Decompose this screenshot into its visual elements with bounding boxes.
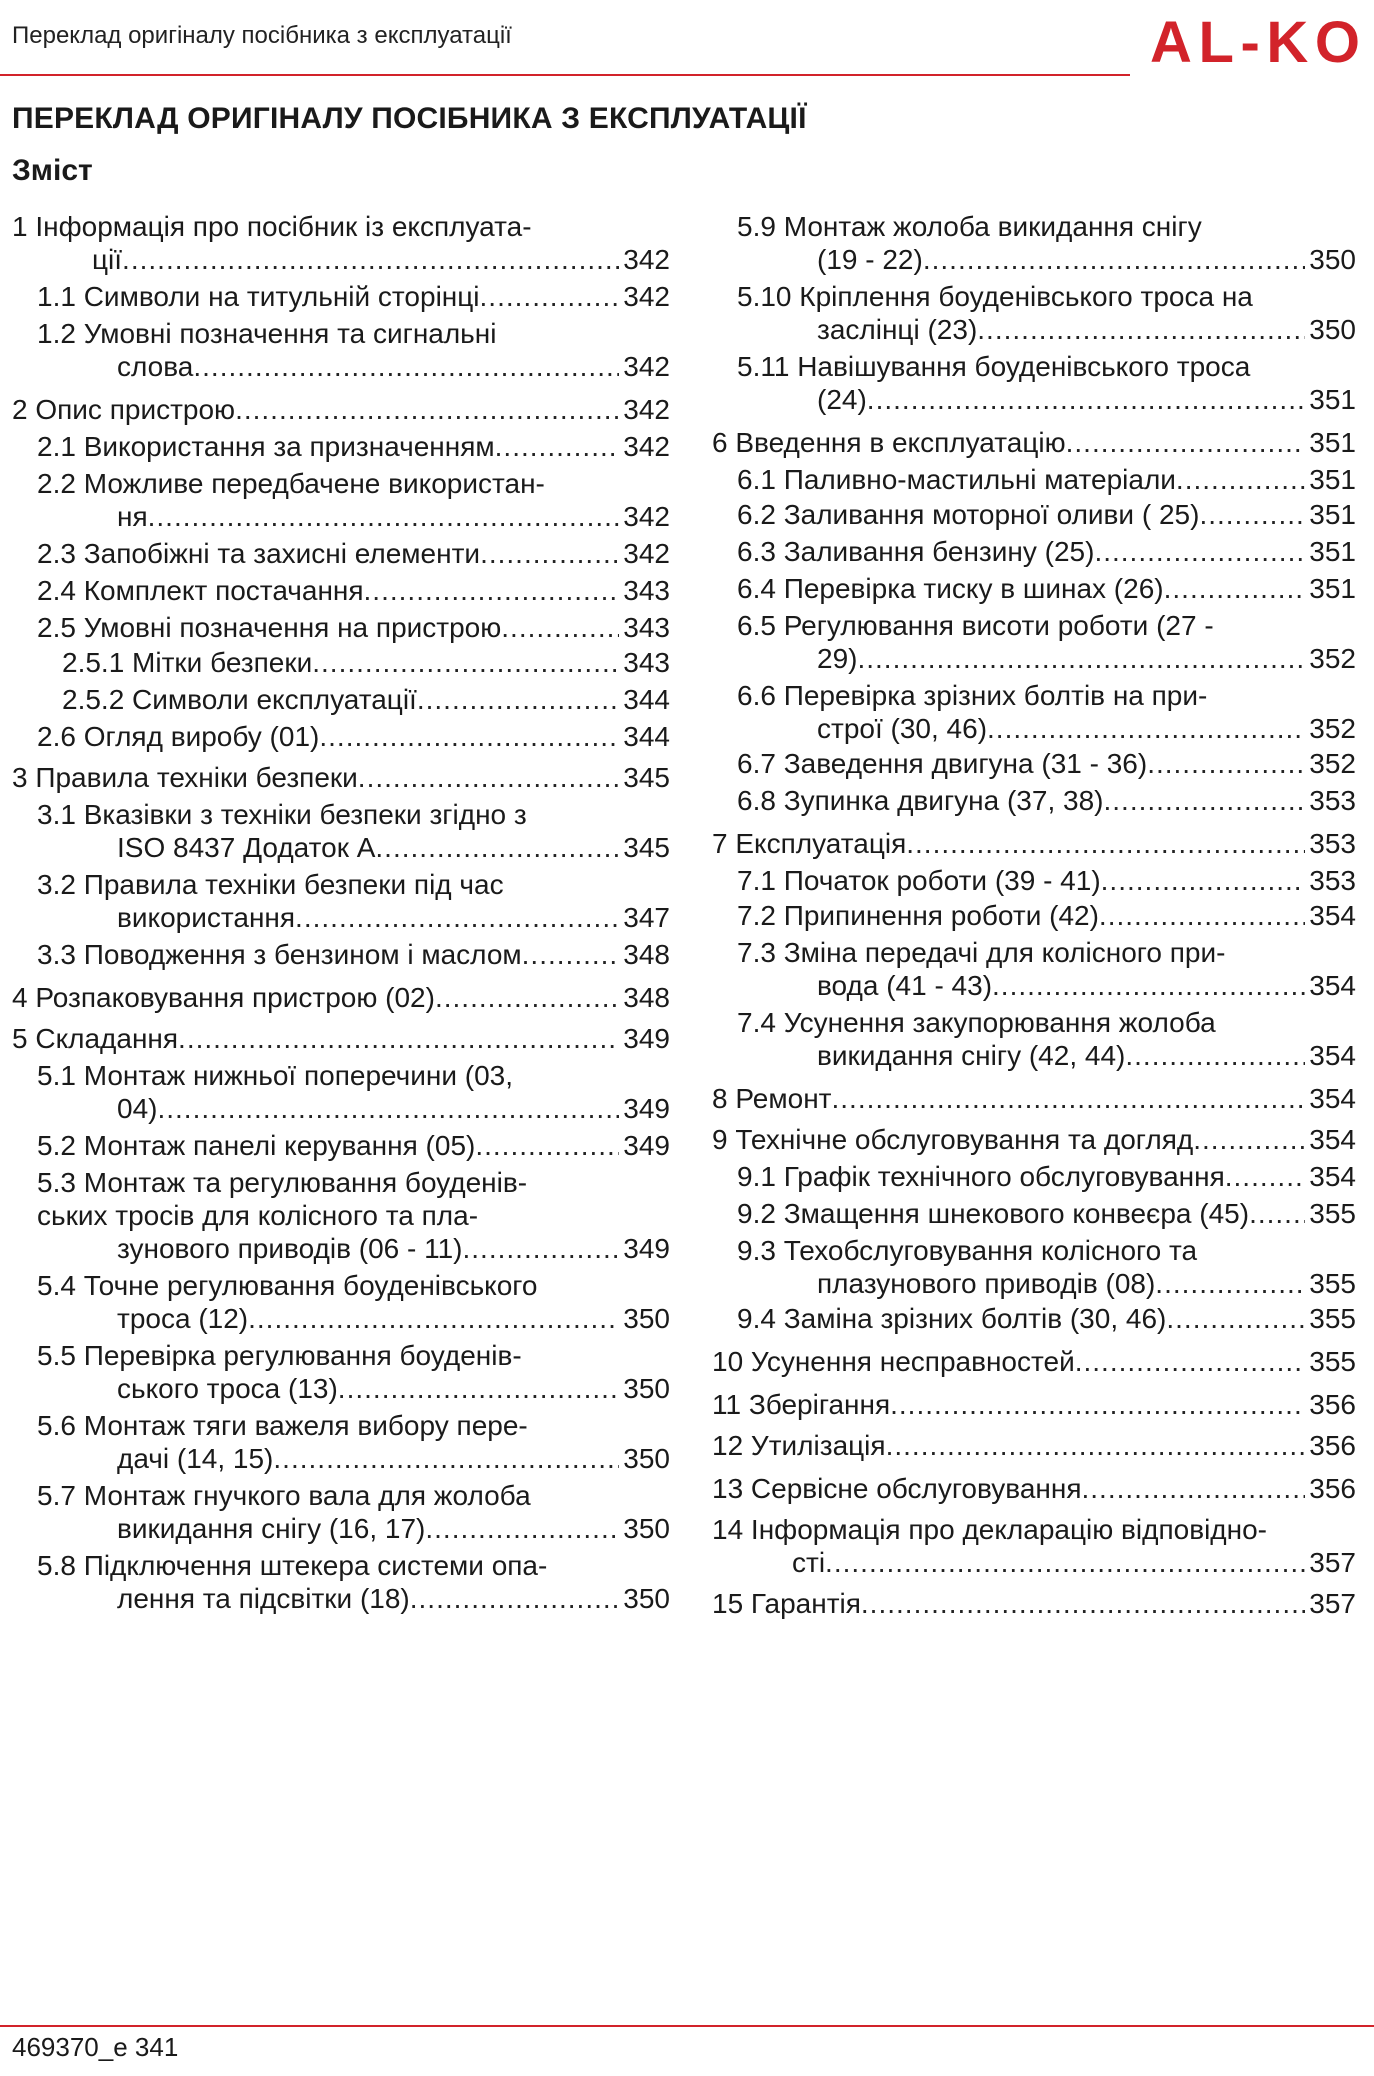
toc-entry[interactable] (12, 1059, 670, 1125)
dot-leader (417, 683, 619, 716)
dot-leader (831, 1082, 1305, 1115)
dot-leader (1101, 864, 1306, 897)
dot-leader (857, 642, 1305, 675)
toc-page-number: 348 (623, 982, 670, 1013)
toc-page-number: 352 (1309, 643, 1356, 674)
toc-entry-title: плазунового приводів (08) (817, 1268, 1156, 1299)
dot-leader (1081, 1472, 1305, 1505)
toc-page-number: 354 (1309, 1161, 1356, 1192)
toc-entry-title: ції (92, 244, 123, 275)
toc-page-number: 351 (1309, 573, 1356, 604)
toc-entry-title-line: 1.2 Умовні позначення та сигнальні (37, 318, 497, 349)
toc-entry-title: 6.2 Заливання моторної оливи ( 25) (737, 499, 1200, 530)
toc-page-number: 355 (1309, 1198, 1356, 1229)
dot-leader (364, 574, 620, 607)
dot-leader (495, 430, 620, 463)
dot-leader (1249, 1197, 1305, 1230)
toc-entry[interactable] (712, 535, 1356, 568)
toc-entry-title-line: ських тросів для колісного та пла- (37, 1200, 479, 1231)
toc-entry-title-line: 5.10 Кріплення боуденівського троса на (737, 281, 1253, 312)
dot-leader (178, 1022, 619, 1055)
toc-entry-title: 7 Експлуатація (712, 828, 907, 859)
toc-page-number: 354 (1309, 1124, 1356, 1155)
toc-entry[interactable] (712, 864, 1356, 897)
toc-entry[interactable] (712, 350, 1356, 416)
toc-entry-title: 5.2 Монтаж панелі керування (05) (37, 1130, 476, 1161)
toc-page-number: 349 (623, 1093, 670, 1124)
dot-leader (987, 712, 1305, 745)
dot-leader (1066, 426, 1306, 459)
toc-page-number: 351 (1309, 536, 1356, 567)
toc-entry-title: 6 Введення в експлуатацію (712, 427, 1066, 458)
toc-page-number: 342 (623, 244, 670, 275)
toc-entry-title: 15 Гарантія (712, 1588, 861, 1619)
toc-entry-title-line: 5.4 Точне регулювання боуденівського (37, 1270, 538, 1301)
dot-leader (1099, 899, 1305, 932)
dot-leader (157, 1092, 619, 1125)
toc-page-number: 351 (1309, 384, 1356, 415)
dot-leader (358, 761, 619, 794)
toc-entry-title: 1.1 Символи на титульній сторінці (37, 281, 480, 312)
toc-entry-title: лення та підсвітки (18) (117, 1583, 410, 1614)
toc-page-number: 344 (623, 684, 670, 715)
dot-leader (1155, 1267, 1305, 1300)
toc-entry[interactable] (712, 1234, 1356, 1300)
toc-page-number: 350 (1309, 314, 1356, 345)
toc-page-number: 354 (1309, 970, 1356, 1001)
toc-page-number: 342 (623, 394, 670, 425)
toc-entry-title: 9.2 Змащення шнекового конвеєра (45) (737, 1198, 1250, 1229)
toc-entry-title: дачі (14, 15) (117, 1443, 274, 1474)
toc-entry[interactable] (12, 1166, 670, 1265)
toc-page-number: 350 (623, 1373, 670, 1404)
toc-entry[interactable] (12, 467, 670, 533)
toc-entry-title: слова (117, 351, 194, 382)
toc-entry-title-line: 5.9 Монтаж жолоба викидання снігу (737, 211, 1202, 242)
dot-leader (1125, 1039, 1305, 1072)
toc-entry[interactable] (12, 574, 670, 607)
toc-page-number: 344 (623, 721, 670, 752)
toc-page-number: 345 (623, 762, 670, 793)
toc-entry-title-line: 7.4 Усунення закупорювання жолоба (737, 1007, 1216, 1038)
toc-entry-title: 2.5 Умовні позначення на пристрою (37, 612, 502, 643)
toc-entry[interactable] (12, 317, 670, 383)
dot-leader (475, 1129, 619, 1162)
toc-entry[interactable] (712, 899, 1356, 932)
toc-entry[interactable] (12, 981, 670, 1014)
toc-entry[interactable] (712, 572, 1356, 605)
toc-entry-title-line: 1 Інформація про посібник із експлуата- (12, 211, 532, 242)
dot-leader (295, 901, 619, 934)
toc-entry-title-line: 5.11 Навішування боуденівського троса (737, 351, 1251, 382)
toc-page-number: 342 (623, 281, 670, 312)
dot-leader (825, 1546, 1305, 1579)
dot-leader (1199, 498, 1305, 531)
dot-leader (480, 280, 620, 313)
toc-page-number: 350 (1309, 244, 1356, 275)
toc-entry-title-line: 5.7 Монтаж гнучкого вала для жолоба (37, 1480, 531, 1511)
toc-entry-title-line: 5.6 Монтаж тяги важеля вибору пере- (37, 1410, 528, 1441)
toc-page-number: 354 (1309, 900, 1356, 931)
toc-entry-title: викидання снігу (16, 17) (117, 1513, 426, 1544)
toc-page-number: 349 (623, 1023, 670, 1054)
dot-leader (1094, 535, 1305, 568)
toc-entry[interactable] (12, 280, 670, 313)
dot-leader (480, 537, 619, 570)
toc-entry-title: 9.1 Графік технічного обслуговування (737, 1161, 1225, 1192)
brand-logo (1148, 12, 1362, 72)
dot-leader (312, 646, 619, 679)
toc-entry[interactable] (712, 1302, 1356, 1335)
toc-page-number: 342 (623, 538, 670, 569)
toc-entry-title: 5 Складання (12, 1023, 179, 1054)
toc-page-number: 342 (623, 431, 670, 462)
toc-entry[interactable] (12, 798, 670, 864)
toc-entry[interactable] (12, 611, 670, 644)
toc-entry-title: 6.4 Перевірка тиску в шинах (26) (737, 573, 1164, 604)
footer-page-ref: 469370_e 341 (12, 2032, 179, 2062)
toc-page-number: 355 (1309, 1346, 1356, 1377)
toc-page-number: 342 (623, 351, 670, 382)
document-title: ПЕРЕКЛАД ОРИГІНАЛУ ПОСІБНИКА З ЕКСПЛУАТАЦІЇ (12, 102, 807, 135)
dot-leader (1147, 747, 1305, 780)
dot-leader (122, 243, 619, 276)
toc-entry-title: (24) (817, 384, 867, 415)
dot-leader (425, 1512, 619, 1545)
toc-page-number: 357 (1309, 1547, 1356, 1578)
toc-page-number: 343 (623, 612, 670, 643)
toc-page-number: 345 (623, 832, 670, 863)
toc-entry-title: 8 Ремонт (712, 1083, 832, 1114)
toc-page-number: 350 (623, 1583, 670, 1614)
toc-column-left (12, 210, 670, 1615)
dot-leader (410, 1582, 620, 1615)
dot-leader (1225, 1160, 1306, 1193)
toc-page-number: 352 (1309, 748, 1356, 779)
dot-leader (375, 831, 619, 864)
toc-entry-title: вода (41 - 43) (817, 970, 993, 1001)
toc-entry-title-line: 2.2 Можливе передбачене використан- (37, 468, 545, 499)
header-rule (0, 74, 1130, 76)
toc-entry-title: 2.1 Використання за призначенням (37, 431, 495, 462)
toc-page-number: 351 (1309, 427, 1356, 458)
toc-page-number: 357 (1309, 1588, 1356, 1619)
toc-entry-title: 2.5.2 Символи експлуатації (62, 684, 417, 715)
toc-entry-title: 9.4 Заміна зрізних болтів (30, 46) (737, 1303, 1167, 1334)
toc-entry-title: ського троса (13) (117, 1373, 338, 1404)
toc-entry-title-line: 5.8 Підключення штекера системи опа- (37, 1550, 548, 1581)
toc-entry-title-line: 3.1 Вказівки з техніки безпеки згідно з (37, 799, 527, 830)
toc-entry[interactable] (712, 1388, 1356, 1421)
toc-entry-title: 12 Утилізація (712, 1430, 886, 1461)
toc-column-right (712, 210, 1356, 1620)
toc-entry-title: 6.7 Заведення двигуна (31 - 36) (737, 748, 1148, 779)
toc-entry-title: 29) (817, 643, 858, 674)
toc-entry[interactable] (712, 747, 1356, 780)
dot-leader (923, 243, 1305, 276)
toc-entry[interactable] (12, 537, 670, 570)
toc-page-number: 349 (623, 1233, 670, 1264)
dot-leader (977, 313, 1305, 346)
toc-entry[interactable] (712, 498, 1356, 531)
toc-page-number: 354 (1309, 1040, 1356, 1071)
dot-leader (235, 393, 619, 426)
toc-entry[interactable] (712, 936, 1356, 1002)
toc-entry[interactable] (12, 761, 670, 794)
toc-entry[interactable] (712, 609, 1356, 675)
toc-page-number: 348 (623, 939, 670, 970)
dot-leader (1103, 784, 1305, 817)
toc-entry[interactable] (712, 827, 1356, 860)
toc-entry[interactable] (12, 868, 670, 934)
dot-leader (193, 350, 619, 383)
toc-entry-title-line: 7.3 Зміна передачі для колісного при- (737, 937, 1226, 968)
toc-entry[interactable] (712, 280, 1356, 346)
dot-leader (886, 1429, 1306, 1462)
toc-page-number: 356 (1309, 1389, 1356, 1420)
toc-entry-title: 6.8 Зупинка двигуна (37, 38) (737, 785, 1104, 816)
toc-page-number: 355 (1309, 1303, 1356, 1334)
toc-entry-title: зунового приводів (06 - 11) (117, 1233, 463, 1264)
toc-entry[interactable] (712, 1123, 1356, 1156)
toc-entry[interactable] (12, 1022, 670, 1055)
toc-entry[interactable] (12, 1339, 670, 1405)
toc-entry[interactable] (712, 463, 1356, 496)
toc-entry-title: викидання снігу (42, 44) (817, 1040, 1126, 1071)
dot-leader (463, 1232, 620, 1265)
toc-entry[interactable] (712, 1006, 1356, 1072)
dot-leader (522, 938, 620, 971)
dot-leader (319, 720, 619, 753)
dot-leader (906, 827, 1305, 860)
toc-entry-title: троса (12) (117, 1303, 249, 1334)
toc-page-number: 347 (623, 902, 670, 933)
toc-entry-title: 6.3 Заливання бензину (25) (737, 536, 1095, 567)
toc-entry[interactable] (12, 430, 670, 463)
toc-entry-title: 2.3 Запобіжні та захисні елементи (37, 538, 481, 569)
toc-page-number: 353 (1309, 785, 1356, 816)
toc-page-number: 349 (623, 1130, 670, 1161)
toc-page-number: 356 (1309, 1430, 1356, 1461)
toc-heading: Зміст (12, 154, 93, 187)
running-title: Переклад оригіналу посібника з експлуатації (12, 22, 512, 49)
dot-leader (435, 981, 619, 1014)
toc-entry-title: 3.3 Поводження з бензином і маслом (37, 939, 522, 970)
toc-entry[interactable] (712, 426, 1356, 459)
dot-leader (1075, 1345, 1306, 1378)
footer-rule (0, 2025, 1374, 2027)
dot-leader (861, 1587, 1305, 1620)
dot-leader (1193, 1123, 1305, 1156)
toc-entry-title: 04) (117, 1093, 158, 1124)
toc-entry-title: 7.1 Початок роботи (39 - 41) (737, 865, 1101, 896)
toc-entry[interactable] (712, 1082, 1356, 1115)
dot-leader (148, 500, 620, 533)
toc-entry-title-line: 6.5 Регулювання висоти роботи (27 - (737, 610, 1214, 641)
toc-entry-title-line: 5.5 Перевірка регулювання боуденів- (37, 1340, 522, 1371)
toc-entry[interactable] (712, 1160, 1356, 1193)
toc-entry-title: сті (792, 1547, 826, 1578)
toc-entry[interactable] (12, 1549, 670, 1615)
toc-entry-title: 7.2 Припинення роботи (42) (737, 900, 1099, 931)
toc-entry-title: ISO 8437 Додаток А (117, 832, 376, 863)
toc-page-number: 352 (1309, 713, 1356, 744)
toc-entry-title: 9 Технічне обслуговування та догляд (712, 1124, 1194, 1155)
dot-leader (867, 383, 1305, 416)
toc-entry[interactable] (12, 210, 670, 276)
toc-entry-title: 10 Усунення несправностей (712, 1346, 1075, 1377)
toc-page-number: 354 (1309, 1083, 1356, 1114)
toc-page-number: 355 (1309, 1268, 1356, 1299)
dot-leader (1164, 572, 1306, 605)
toc-entry[interactable] (12, 1409, 670, 1475)
toc-entry-title: 2 Опис пристрою (12, 394, 236, 425)
dot-leader (248, 1302, 619, 1335)
dot-leader (890, 1388, 1305, 1421)
toc-entry[interactable] (12, 683, 670, 716)
toc-entry[interactable] (12, 720, 670, 753)
toc-entry-title: 6.1 Паливно-мастильні матеріали (737, 464, 1176, 495)
dot-leader (992, 969, 1305, 1002)
toc-entry-title-line: 5.3 Монтаж та регулювання боуденів- (37, 1167, 528, 1198)
toc-entry[interactable] (712, 1429, 1356, 1462)
dot-leader (1166, 1302, 1305, 1335)
toc-entry-title: 2.5.1 Мітки безпеки (62, 647, 313, 678)
toc-entry-title-line: 14 Інформація про декларацію відповідно- (712, 1514, 1267, 1545)
toc-entry-title: 11 Зберігання (712, 1389, 891, 1420)
toc-page-number: 353 (1309, 865, 1356, 896)
toc-entry-title-line: 5.1 Монтаж нижньої поперечини (03, (37, 1060, 514, 1091)
dot-leader (338, 1372, 619, 1405)
toc-page-number: 350 (623, 1303, 670, 1334)
toc-entry[interactable] (12, 1479, 670, 1545)
toc-entry-title: 3 Правила техніки безпеки (12, 762, 358, 793)
toc-entry[interactable] (12, 1269, 670, 1335)
toc-entry[interactable] (712, 1197, 1356, 1230)
toc-entry[interactable] (12, 646, 670, 679)
toc-page-number: 353 (1309, 828, 1356, 859)
logo-text: AL-KO (1150, 12, 1358, 72)
toc-entry-title: 4 Розпаковування пристрою (02) (12, 982, 435, 1013)
toc-entry[interactable] (712, 210, 1356, 276)
toc-page-number: 343 (623, 575, 670, 606)
toc-entry-title: 2.6 Огляд виробу (01) (37, 721, 320, 752)
toc-entry-title: строї (30, 46) (817, 713, 988, 744)
toc-entry[interactable] (712, 1587, 1356, 1620)
dot-leader (273, 1442, 619, 1475)
toc-entry-title: 2.4 Комплект постачання (37, 575, 364, 606)
toc-entry[interactable] (712, 784, 1356, 817)
toc-entry[interactable] (712, 1513, 1356, 1579)
dot-leader (501, 611, 619, 644)
toc-entry-title: ня (117, 501, 148, 532)
toc-page-number: 343 (623, 647, 670, 678)
toc-page-number: 350 (623, 1513, 670, 1544)
toc-page-number: 342 (623, 501, 670, 532)
toc-entry-title-line: 9.3 Техобслуговування колісного та (737, 1235, 1198, 1266)
toc-entry-title-line: 3.2 Правила техніки безпеки під час (37, 869, 504, 900)
toc-entry[interactable] (12, 393, 670, 426)
toc-page-number: 356 (1309, 1473, 1356, 1504)
toc-entry[interactable] (12, 1129, 670, 1162)
toc-page-number: 351 (1309, 499, 1356, 530)
toc-entry[interactable] (712, 1472, 1356, 1505)
toc-entry[interactable] (12, 938, 670, 971)
toc-entry-title: використання (117, 902, 296, 933)
toc-entry-title: (19 - 22) (817, 244, 923, 275)
toc-entry-title-line: 6.6 Перевірка зрізних болтів на при- (737, 680, 1208, 711)
dot-leader (1176, 463, 1305, 496)
toc-entry-title: 13 Сервісне обслуговування (712, 1473, 1082, 1504)
toc-entry-title: заслінці (23) (817, 314, 978, 345)
toc-page-number: 350 (623, 1443, 670, 1474)
toc-entry[interactable] (712, 679, 1356, 745)
toc-entry[interactable] (712, 1345, 1356, 1378)
toc-page-number: 351 (1309, 464, 1356, 495)
